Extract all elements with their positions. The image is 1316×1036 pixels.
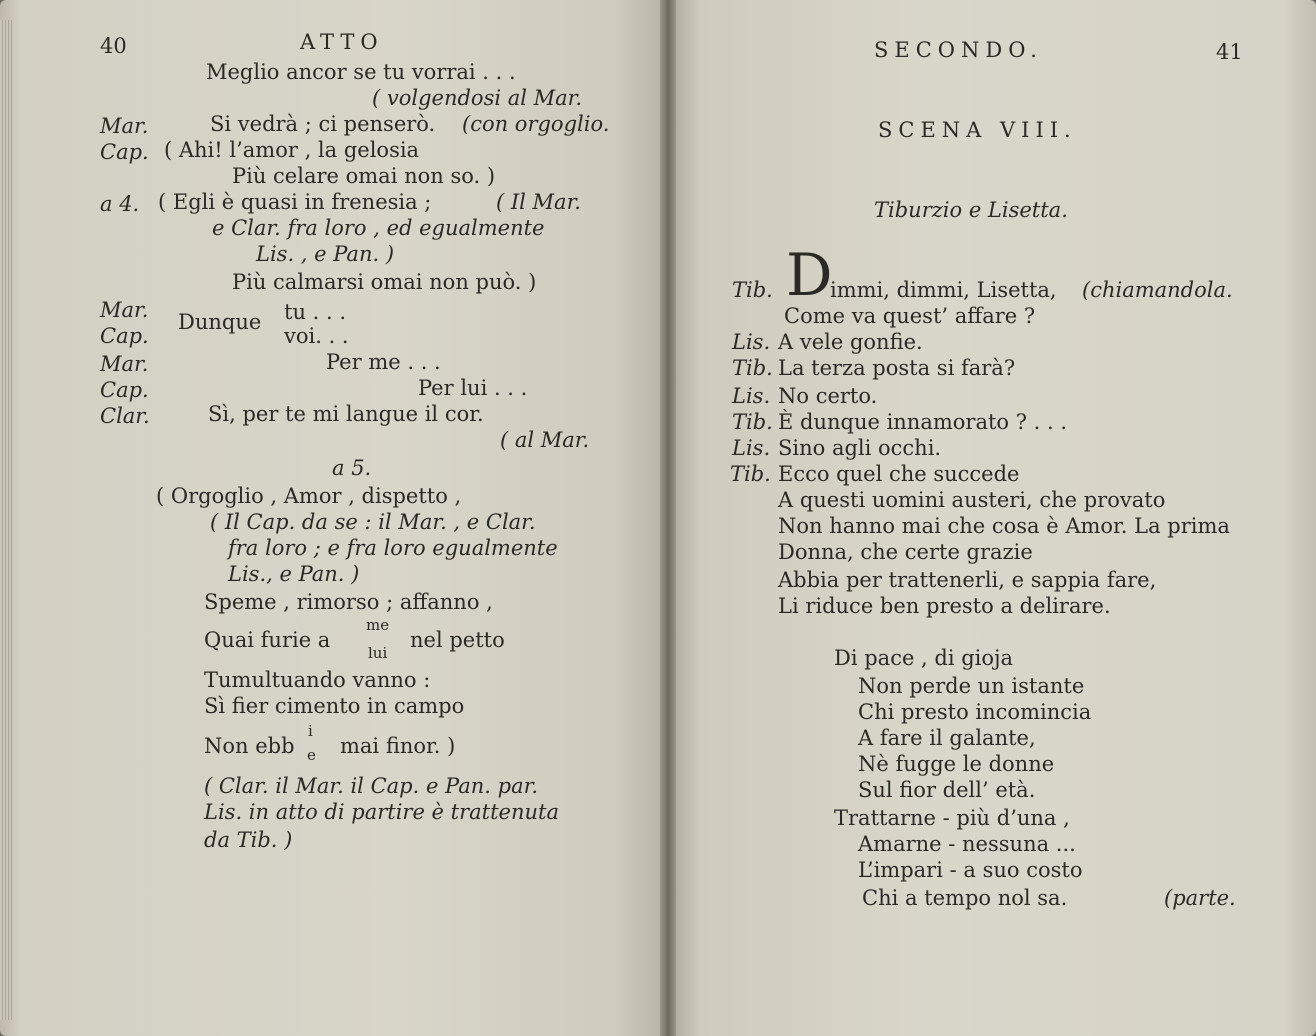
ensemble-label: a 5. xyxy=(332,456,372,480)
verse-line: ( Orgoglio , Amor , dispetto , xyxy=(156,484,462,508)
speaker-label: Cap. xyxy=(100,140,149,164)
verse-line: Per me . . . xyxy=(326,350,441,374)
verse-line: Sino agli occhi. xyxy=(778,436,942,460)
verse-line: Come va quest’ affare ? xyxy=(784,304,1036,328)
stage-direction: fra loro ; e fra loro egualmente xyxy=(228,536,558,560)
verse-line: tu . . . xyxy=(284,300,347,324)
stage-direction: Lis. , e Pan. ) xyxy=(256,242,395,266)
scene-heading: SCENA VIII. xyxy=(878,118,1077,142)
stage-direction: (con orgoglio. xyxy=(462,112,610,136)
verse-line: lui xyxy=(368,644,388,662)
verse-line: Più calmarsi omai non può. ) xyxy=(232,270,537,294)
speaker-label: Lis. xyxy=(732,330,771,354)
speaker-label: Cap. xyxy=(100,378,149,402)
stage-direction: ( al Mar. xyxy=(500,428,590,452)
verse-line: Quai furie a xyxy=(204,628,331,652)
running-head: ATTO xyxy=(300,30,384,54)
verse-line: Si vedrà ; ci penserò. xyxy=(210,112,436,136)
verse-line: No certo. xyxy=(778,384,878,408)
verse-line: La terza posta si farà? xyxy=(778,356,1016,380)
verse-line: ( Ahi! l’amor , la gelosia xyxy=(164,138,420,162)
drop-cap: D xyxy=(786,241,833,309)
right-page xyxy=(668,0,1316,1036)
verse-line: Donna, che certe grazie xyxy=(778,540,1033,564)
verse-line: Di pace , di gioja xyxy=(834,646,1014,670)
stage-direction: Lis. in atto di partire è trattenuta xyxy=(204,800,559,824)
speaker-label: Mar. xyxy=(100,352,149,376)
verse-line: e xyxy=(307,746,316,764)
book-gutter xyxy=(660,0,676,1036)
verse-line: Non hanno mai che cosa è Amor. La prima xyxy=(778,514,1230,538)
speaker-label: Mar. xyxy=(100,298,149,322)
verse-line: Abbia per trattenerli, e sappia fare, xyxy=(778,568,1157,592)
stage-direction: ( Clar. il Mar. il Cap. e Pan. par. xyxy=(204,774,539,798)
stage-direction: (chiamandola. xyxy=(1082,278,1233,302)
verse-line: voi. . . xyxy=(284,324,349,348)
speaker-label: a 4. xyxy=(100,192,140,216)
verse-line: Chi presto incomincia xyxy=(858,700,1092,724)
page-number: 41 xyxy=(1216,40,1243,64)
speaker-label: Tib. xyxy=(732,410,773,434)
running-head: SECONDO. xyxy=(874,38,1043,62)
speaker-label: Tib. xyxy=(730,462,771,486)
page-number: 40 xyxy=(100,34,127,58)
verse-line: Chi a tempo nol sa. xyxy=(862,886,1068,910)
verse-line: Dunque xyxy=(178,310,262,334)
verse-line: A fare il galante, xyxy=(858,726,1036,750)
verse-line: Li riduce ben presto a delirare. xyxy=(778,594,1111,618)
stage-direction: (parte. xyxy=(1164,886,1236,910)
verse-line: A vele gonfie. xyxy=(778,330,923,354)
speaker-label: Lis. xyxy=(732,384,771,408)
verse-line: Nè fugge le donne xyxy=(858,752,1055,776)
verse-line: ( Egli è quasi in frenesia ; xyxy=(158,190,432,214)
verse-line: Trattarne - più d’una , xyxy=(834,806,1070,830)
verse-line: Non ebb xyxy=(204,734,295,758)
verse-line: i xyxy=(308,722,313,740)
verse-line: nel petto xyxy=(410,628,505,652)
verse-line: Sì, per te mi langue il cor. xyxy=(208,402,484,426)
verse-line: Più celare omai non so. ) xyxy=(232,164,496,188)
stage-direction: Lis., e Pan. ) xyxy=(228,562,360,586)
speaker-label: Cap. xyxy=(100,324,149,348)
verse-line: Ecco quel che succede xyxy=(778,462,1020,486)
speaker-label: Mar. xyxy=(100,114,149,138)
verse-line: immi, dimmi, Lisetta, xyxy=(830,278,1057,302)
verse-line: Non perde un istante xyxy=(858,674,1085,698)
verse-line: Amarne - nessuna ... xyxy=(858,832,1076,856)
verse-line: Per lui . . . xyxy=(418,376,528,400)
stage-direction: e Clar. fra loro , ed egualmente xyxy=(212,216,545,240)
speaker-label: Tib. xyxy=(732,356,773,380)
speaker-label: Tib. xyxy=(732,278,773,302)
verse-line: me xyxy=(366,616,390,634)
verse-line: Sul fior dell’ età. xyxy=(858,778,1036,802)
stage-direction: ( Il Mar. xyxy=(496,190,581,214)
verse-line: Meglio ancor se tu vorrai . . . xyxy=(206,60,516,84)
verse-line: Speme , rimorso ; affanno , xyxy=(204,590,493,614)
verse-line: mai finor. ) xyxy=(340,734,456,758)
speaker-label: Clar. xyxy=(100,404,150,428)
stage-direction: da Tib. ) xyxy=(204,828,293,852)
speaker-label: Lis. xyxy=(732,436,771,460)
character-list: Tiburzio e Lisetta. xyxy=(874,198,1068,222)
verse-line: Sì fier cimento in campo xyxy=(204,694,465,718)
page-edges xyxy=(0,20,12,1020)
verse-line: L’impari - a suo costo xyxy=(858,858,1083,882)
verse-line: A questi uomini austeri, che provato xyxy=(778,488,1166,512)
verse-line: Tumultuando vanno : xyxy=(204,668,431,692)
verse-line: È dunque innamorato ? . . . xyxy=(778,410,1068,434)
stage-direction: ( Il Cap. da se : il Mar. , e Clar. xyxy=(210,510,536,534)
stage-direction: ( volgendosi al Mar. xyxy=(372,86,583,110)
